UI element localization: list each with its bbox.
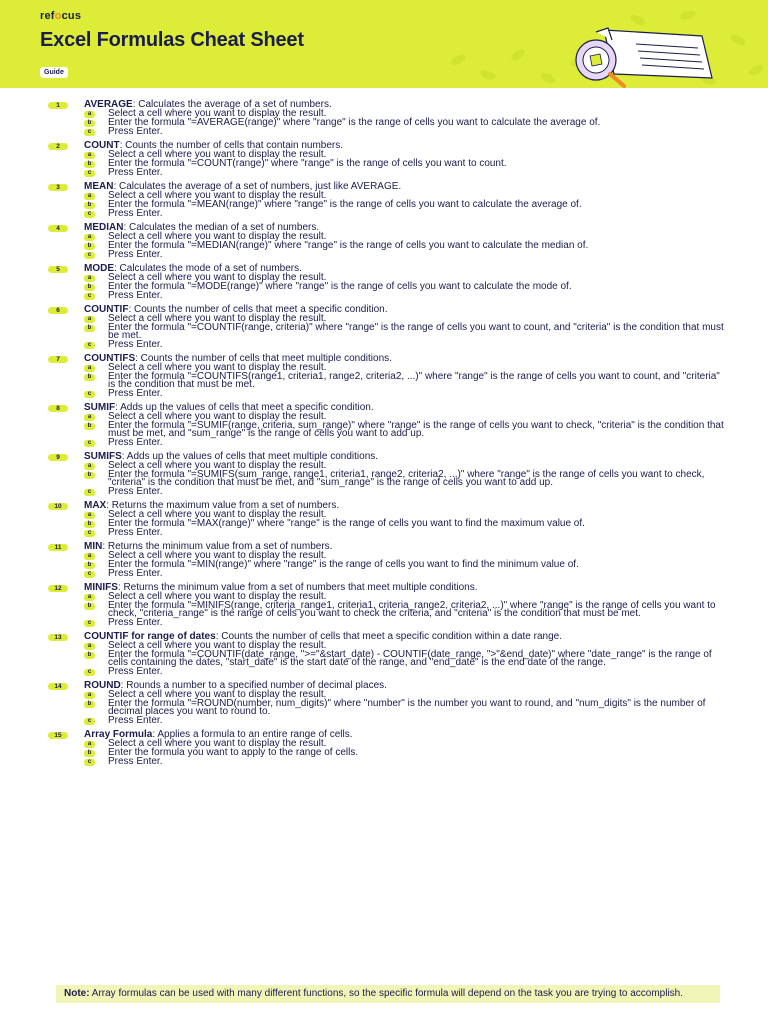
step-item <box>48 422 728 438</box>
item-number-badge: 2 <box>48 143 68 150</box>
step-text: Press Enter. <box>108 167 163 178</box>
step-list <box>48 413 728 447</box>
step-item <box>48 373 728 389</box>
step-letter-badge: b <box>84 120 95 127</box>
item-number-badge: 4 <box>48 225 68 232</box>
step-list <box>48 315 728 349</box>
formula-description: : Returns the minimum value from a set of numbers. <box>102 541 333 552</box>
formula-name: SUMIFS <box>84 451 122 462</box>
step-item <box>48 619 728 627</box>
formula-name: MODE <box>84 263 114 274</box>
formula-name: SUMIF <box>84 402 116 413</box>
step-text: Select a cell where you want to display the result. <box>108 640 327 651</box>
formula-item <box>48 543 728 578</box>
step-letter-badge: b <box>84 521 95 528</box>
step-text: Press Enter. <box>108 126 163 137</box>
formula-item <box>48 101 728 136</box>
step-text: Enter the formula "=COUNT(range)" where "range" is the range of cells you want to count. <box>108 158 507 169</box>
step-list <box>48 192 728 218</box>
formula-description: : Counts the number of cells that meet a specific condition. <box>128 304 388 315</box>
formula-name: ROUND <box>84 680 121 691</box>
formula-name: MIN <box>84 541 103 552</box>
step-letter-badge: a <box>84 111 95 118</box>
step-text: Select a cell where you want to display the result. <box>108 272 327 283</box>
step-text: Enter the formula "=MODE(range)" where "range" is the range of cells you want to calculate the mode of. <box>108 281 572 292</box>
step-item <box>48 488 728 496</box>
item-number-badge: 1 <box>48 102 68 109</box>
step-letter-badge: a <box>84 463 95 470</box>
step-text: Press Enter. <box>108 249 163 260</box>
step-item <box>48 341 728 349</box>
step-text: Press Enter. <box>108 290 163 301</box>
step-text: Select a cell where you want to display the result. <box>108 149 327 160</box>
formula-item <box>48 142 728 177</box>
step-item <box>48 668 728 676</box>
step-letter-badge: c <box>84 669 95 676</box>
step-item <box>48 128 728 136</box>
note-label: Note: <box>64 988 90 999</box>
formula-name: MEAN <box>84 181 114 192</box>
step-text: Enter the formula "=ROUND(number, num_digits)" where "number" is the number you want to round, and "num_digits" is the number of decimal places you want to round to. <box>108 698 706 717</box>
formula-description: : Rounds a number to a specified number of decimal places. <box>120 680 387 691</box>
step-letter-badge: c <box>84 718 95 725</box>
step-item <box>48 169 728 177</box>
step-text: Enter the formula "=MEAN(range)" where "range" is the range of cells you want to calculate the average of. <box>108 199 582 210</box>
step-list <box>48 151 728 177</box>
step-letter-badge: c <box>84 440 95 447</box>
step-item <box>48 758 728 766</box>
step-letter-badge: a <box>84 275 95 282</box>
step-text: Enter the formula "=SUMIF(range, criteria, sum_range)" where "range" is the range of cells you want to check, "criteria" is the condition that must be met, and "sum_range" is the range of cells you want to add up. <box>108 420 724 439</box>
step-text: Select a cell where you want to display the result. <box>108 231 327 242</box>
step-letter-badge: c <box>84 211 95 218</box>
step-text: Enter the formula "=AVERAGE(range)" where "range" is the range of cells you want to calculate the average of. <box>108 117 601 128</box>
formula-description: : Counts the number of cells that meet multiple conditions. <box>135 353 392 364</box>
step-item <box>48 570 728 578</box>
step-letter-badge: b <box>84 603 95 610</box>
step-list <box>48 364 728 398</box>
formula-item <box>48 731 728 766</box>
step-letter-badge: b <box>84 701 95 708</box>
step-text: Press Enter. <box>108 208 163 219</box>
formula-item <box>48 633 728 676</box>
item-number-badge: 3 <box>48 184 68 191</box>
formula-name: MEDIAN <box>84 222 124 233</box>
step-letter-badge: b <box>84 202 95 209</box>
step-letter-badge: b <box>84 284 95 291</box>
step-letter-badge: a <box>84 414 95 421</box>
step-item <box>48 602 728 618</box>
item-number-badge: 11 <box>48 544 68 551</box>
step-text: Select a cell where you want to display the result. <box>108 550 327 561</box>
step-letter-badge: c <box>84 342 95 349</box>
step-text: Enter the formula "=COUNTIF(range, criteria)" where "range" is the range of cells you want to count, and "criteria" is the condition that must be met. <box>108 322 724 341</box>
item-number-badge: 14 <box>48 683 68 690</box>
item-number-badge: 8 <box>48 405 68 412</box>
formula-name: COUNTIFS <box>84 353 136 364</box>
formula-item <box>48 355 728 398</box>
formula-name: AVERAGE <box>84 99 133 110</box>
step-list <box>48 462 728 496</box>
step-item <box>48 251 728 259</box>
step-text: Press Enter. <box>108 339 163 350</box>
step-letter-badge: b <box>84 562 95 569</box>
step-list <box>48 593 728 627</box>
step-text: Enter the formula you want to apply to the range of cells. <box>108 747 359 758</box>
step-text: Press Enter. <box>108 617 163 628</box>
step-text: Press Enter. <box>108 756 163 767</box>
step-item <box>48 700 728 716</box>
step-letter-badge: b <box>84 652 95 659</box>
step-letter-badge: b <box>84 374 95 381</box>
step-text: Select a cell where you want to display the result. <box>108 108 327 119</box>
brand-logo: refocus <box>40 10 82 22</box>
formula-description: : Returns the minimum value from a set of numbers that meet multiple conditions. <box>117 582 478 593</box>
step-text: Select a cell where you want to display the result. <box>108 591 327 602</box>
step-letter-badge: a <box>84 193 95 200</box>
step-text: Enter the formula "=MINIFS(range, criteria_range1, criteria1, criteria_range2, criteria2, ...)" where "range" is the range of cells you want to check, "criteria_range" is the range of cells you want to check the criteria, and "criteria" is the condition that must be met. <box>108 600 716 619</box>
formula-item <box>48 265 728 300</box>
step-letter-badge: b <box>84 161 95 168</box>
formula-description: : Applies a formula to an entire range of cells. <box>152 729 353 740</box>
formula-name: Array Formula <box>84 729 153 740</box>
step-text: Select a cell where you want to display the result. <box>108 313 327 324</box>
item-number-badge: 10 <box>48 503 68 510</box>
step-text: Enter the formula "=MEDIAN(range)" where "range" is the range of cells you want to calculate the median of. <box>108 240 589 251</box>
formula-name: COUNTIF <box>84 304 129 315</box>
step-text: Enter the formula "=MAX(range)" where "range" is the range of cells you want to find the maximum value of. <box>108 518 585 529</box>
formula-item <box>48 453 728 496</box>
step-letter-badge: c <box>84 391 95 398</box>
step-list <box>48 740 728 766</box>
step-letter-badge: c <box>84 129 95 136</box>
formula-description: : Returns the maximum value from a set of numbers. <box>106 500 340 511</box>
step-letter-badge: c <box>84 252 95 259</box>
step-letter-badge: c <box>84 293 95 300</box>
formula-item <box>48 404 728 447</box>
formula-description: : Adds up the values of cells that meet a specific condition. <box>115 402 374 413</box>
step-text: Press Enter. <box>108 527 163 538</box>
step-letter-badge: c <box>84 620 95 627</box>
item-number-badge: 7 <box>48 356 68 363</box>
formula-item <box>48 584 728 627</box>
step-list <box>48 110 728 136</box>
item-number-badge: 9 <box>48 454 68 461</box>
step-letter-badge: a <box>84 234 95 241</box>
item-number-badge: 15 <box>48 732 68 739</box>
step-letter-badge: c <box>84 489 95 496</box>
step-item <box>48 210 728 218</box>
step-list <box>48 274 728 300</box>
step-letter-badge: b <box>84 325 95 332</box>
step-text: Enter the formula "=COUNTIFS(range1, criteria1, range2, criteria2, ...)" where "range" is the range of cells you want to count, and "criteria" is the condition that must be met. <box>108 371 720 390</box>
step-item <box>48 651 728 667</box>
step-text: Press Enter. <box>108 388 163 399</box>
step-item <box>48 717 728 725</box>
formula-list <box>0 88 768 766</box>
formula-description: : Calculates the median of a set of numbers. <box>123 222 320 233</box>
formula-name: COUNT <box>84 140 120 151</box>
step-list <box>48 233 728 259</box>
step-text: Select a cell where you want to display the result. <box>108 689 327 700</box>
step-text: Press Enter. <box>108 666 163 677</box>
step-item <box>48 439 728 447</box>
step-letter-badge: a <box>84 594 95 601</box>
step-text: Select a cell where you want to display the result. <box>108 738 327 749</box>
step-letter-badge: a <box>84 741 95 748</box>
page-title: Excel Formulas Cheat Sheet <box>40 29 304 51</box>
formula-description: : Adds up the values of cells that meet multiple conditions. <box>121 451 379 462</box>
formula-description: : Calculates the mode of a set of numbers. <box>114 263 302 274</box>
step-letter-badge: a <box>84 316 95 323</box>
formula-name: COUNTIF for range of dates <box>84 631 216 642</box>
step-letter-badge: c <box>84 571 95 578</box>
formula-description: : Counts the number of cells that meet a specific condition within a date range. <box>215 631 562 642</box>
note-text: Array formulas can be used with many different functions, so the specific formula will depend on the task you are trying to accomplish. <box>89 988 684 999</box>
step-item <box>48 292 728 300</box>
formula-item <box>48 682 728 725</box>
guide-tag: Guide <box>40 67 68 78</box>
step-text: Select a cell where you want to display the result. <box>108 509 327 520</box>
step-letter-badge: b <box>84 750 95 757</box>
step-letter-badge: b <box>84 472 95 479</box>
step-letter-badge: c <box>84 170 95 177</box>
step-list <box>48 552 728 578</box>
item-number-badge: 12 <box>48 585 68 592</box>
step-letter-badge: a <box>84 365 95 372</box>
item-number-badge: 5 <box>48 266 68 273</box>
formula-item <box>48 502 728 537</box>
step-letter-badge: b <box>84 243 95 250</box>
formula-description: : Calculates the average of a set of numbers. <box>132 99 332 110</box>
formula-item <box>48 183 728 218</box>
step-text: Select a cell where you want to display the result. <box>108 362 327 373</box>
step-item <box>48 390 728 398</box>
step-letter-badge: a <box>84 512 95 519</box>
step-item <box>48 471 728 487</box>
step-text: Press Enter. <box>108 486 163 497</box>
step-list <box>48 642 728 676</box>
formula-item <box>48 224 728 259</box>
step-letter-badge: a <box>84 643 95 650</box>
step-text: Enter the formula "=SUMIFS(sum_range, range1, criteria1, range2, criteria2, ...)" where "range" is the range of cells you want to check, "criteria" is the condition that must be met, and "sum_range" is the range of cells you want to add up. <box>108 469 705 488</box>
step-text: Enter the formula "=COUNTIF(date_range, ">="&start_date) - COUNTIF(date_range, ">"&end_date)" where "date_range" is the range of cells containing the dates, "start_date" is the start date of the range, and "end_date" is the end date of the range. <box>108 649 712 668</box>
step-text: Press Enter. <box>108 568 163 579</box>
item-number-badge: 13 <box>48 634 68 641</box>
step-list <box>48 691 728 725</box>
formula-description: : Calculates the average of a set of numbers, just like AVERAGE. <box>113 181 402 192</box>
formula-name: MAX <box>84 500 107 511</box>
step-item <box>48 324 728 340</box>
step-text: Select a cell where you want to display the result. <box>108 411 327 422</box>
step-text: Press Enter. <box>108 715 163 726</box>
step-text: Select a cell where you want to display the result. <box>108 190 327 201</box>
formula-item <box>48 306 728 349</box>
step-list <box>48 511 728 537</box>
step-text: Press Enter. <box>108 437 163 448</box>
formula-description: : Counts the number of cells that contain numbers. <box>119 140 344 151</box>
step-letter-badge: b <box>84 423 95 430</box>
step-letter-badge: a <box>84 692 95 699</box>
item-number-badge: 6 <box>48 307 68 314</box>
step-letter-badge: c <box>84 530 95 537</box>
step-item <box>48 529 728 537</box>
step-letter-badge: a <box>84 553 95 560</box>
document-magnifier-illustration <box>552 24 722 88</box>
step-letter-badge: a <box>84 152 95 159</box>
formula-name: MINIFS <box>84 582 118 593</box>
note-box <box>56 985 720 1003</box>
step-letter-badge: c <box>84 759 95 766</box>
step-text: Enter the formula "=MIN(range)" where "range" is the range of cells you want to find the minimum value of. <box>108 559 579 570</box>
header-banner <box>0 0 768 88</box>
step-text: Select a cell where you want to display the result. <box>108 460 327 471</box>
